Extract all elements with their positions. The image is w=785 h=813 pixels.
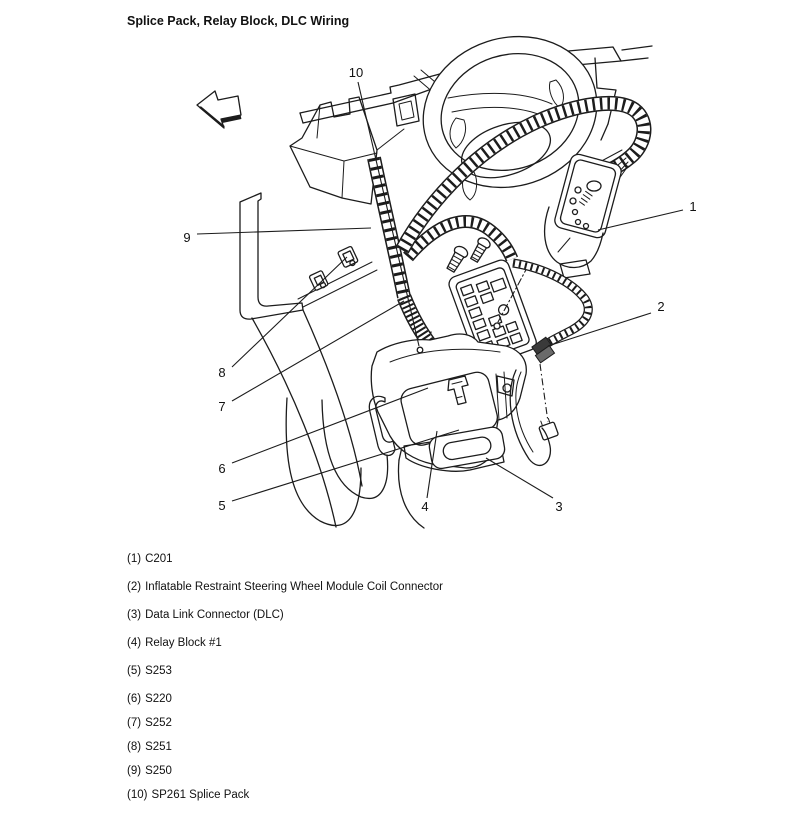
harness-clip	[309, 246, 359, 291]
legend-label: Inflatable Restraint Steering Wheel Module Coil Connector	[145, 581, 443, 593]
figure-title: Splice Pack, Relay Block, DLC Wiring	[127, 14, 350, 28]
legend-item-4	[127, 637, 443, 665]
legend-id: (3)	[127, 609, 142, 621]
legend-item-7	[127, 717, 443, 741]
legend-id: (9)	[127, 765, 142, 777]
legend-label: S251	[145, 741, 172, 753]
callout-6: 6	[218, 461, 226, 476]
legend-item-9	[127, 765, 443, 789]
legend-id: (7)	[127, 717, 142, 729]
legend-label: SP261 Splice Pack	[151, 789, 250, 801]
callout-4: 4	[421, 499, 429, 514]
legend-item-6	[127, 693, 443, 717]
leader-line-9	[197, 228, 371, 234]
legend-id: (6)	[127, 693, 142, 705]
legend-item-10	[127, 789, 443, 813]
nw-direction-arrow-icon	[197, 91, 241, 128]
legend-id: (1)	[127, 553, 142, 565]
legend-item-3	[127, 609, 443, 637]
legend-item-5	[127, 665, 443, 693]
legend-id: (2)	[127, 581, 142, 593]
legend-label: C201	[145, 553, 173, 565]
callout-9: 9	[183, 230, 191, 245]
legend-id: (4)	[127, 637, 142, 649]
legend-item-8	[127, 741, 443, 765]
legend-id: (10)	[127, 789, 148, 801]
legend-label: S253	[145, 665, 172, 677]
callout-5: 5	[218, 498, 226, 513]
leader-line-3	[486, 458, 553, 498]
legend-label: Relay Block #1	[145, 637, 222, 649]
legend-item-1	[127, 553, 443, 581]
legend-label: S252	[145, 717, 172, 729]
callout-2: 2	[657, 299, 665, 314]
legend-label: S250	[145, 765, 172, 777]
callout-8: 8	[218, 365, 226, 380]
callout-3: 3	[555, 499, 563, 514]
leader-line-8	[232, 257, 347, 367]
leader-line-10	[358, 82, 419, 346]
legend-label: Data Link Connector (DLC)	[145, 609, 284, 621]
wiring-conduit-column	[374, 158, 432, 347]
callout-10: 10	[348, 65, 364, 80]
legend-id: (8)	[127, 741, 142, 753]
legend-id: (5)	[127, 665, 142, 677]
callout-7: 7	[218, 399, 226, 414]
legend-label: S220	[145, 693, 172, 705]
leader-line-5	[232, 430, 459, 501]
callout-1: 1	[689, 199, 697, 214]
legend	[127, 553, 443, 813]
legend-item-2	[127, 581, 443, 609]
